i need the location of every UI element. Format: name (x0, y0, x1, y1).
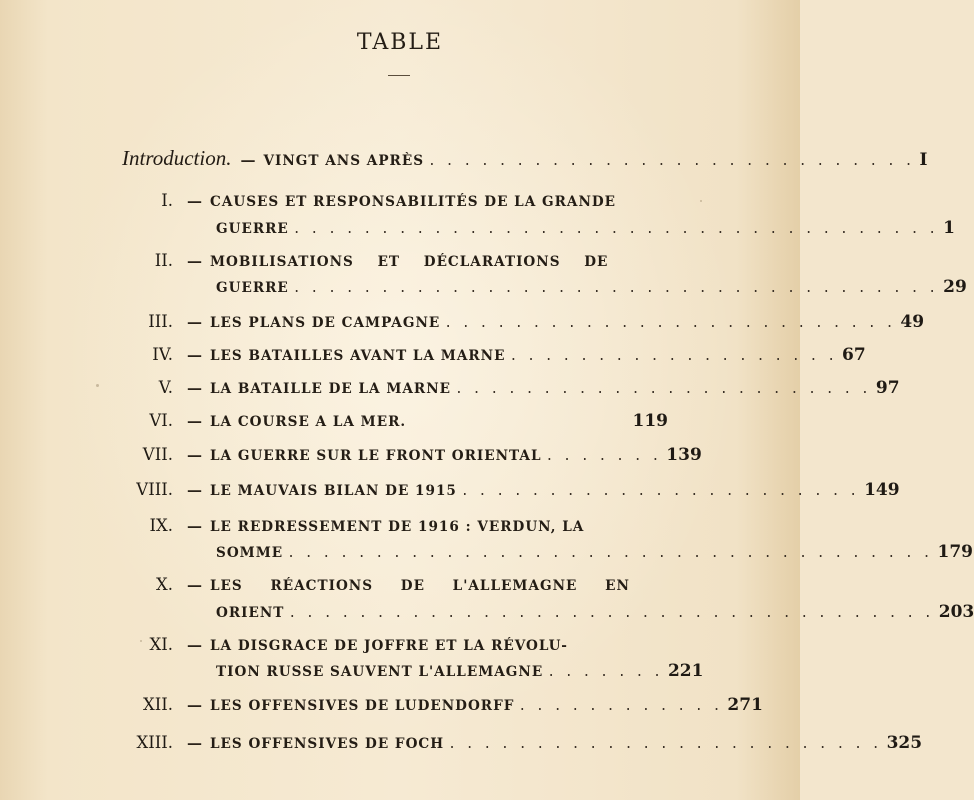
toc-entry-continuation (216, 537, 973, 567)
toc-entry-continuation (216, 272, 967, 302)
page-number: 67 (842, 345, 866, 365)
toc-entry (178, 307, 925, 337)
entry-dash: — (187, 696, 202, 714)
paper-speck (700, 200, 702, 202)
dot-leader: . . . . . . . . . . . . . . . . . . . . . . . . (455, 382, 870, 397)
dot-leader: . . . . . . . . . . . . . . . . . . . . . . . . . . (444, 316, 895, 331)
entry-dash: — (187, 346, 202, 364)
page-number: 203 (938, 602, 974, 622)
entry-dash: — (240, 151, 256, 169)
entry-title-cont: TION RUSSE SAUVENT L'ALLEMAGNE (216, 664, 544, 680)
entry-dash: — (187, 412, 202, 430)
entry-title: LE MAUVAIS BILAN DE 1915 (210, 483, 457, 499)
entry-dash: — (187, 576, 202, 594)
dot-leader: . . . . . . . . . . . . . . . . . . . (509, 349, 837, 364)
toc-entry (178, 186, 668, 216)
entry-title: LES PLANS DE CAMPAGNE (210, 315, 441, 331)
toc-entry (178, 373, 900, 403)
page-number: 97 (875, 378, 900, 398)
toc-entry (178, 690, 763, 720)
page-number: 139 (666, 445, 702, 465)
entry-dash: — (187, 379, 202, 397)
chapter-number: I. (161, 191, 173, 210)
page-title: TABLE (356, 30, 444, 55)
entry-dash: — (187, 252, 202, 270)
entry-title: LES RÉACTIONS DE L'ALLEMAGNE EN (210, 578, 630, 594)
entry-dash: — (187, 734, 202, 752)
chapter-number: XII. (142, 695, 173, 714)
entry-title: CAUSES ET RESPONSABILITÉS DE LA GRANDE (210, 194, 617, 210)
entry-dash: — (187, 446, 202, 464)
intro-label: Introduction. (122, 146, 232, 170)
chapter-number: XIII. (136, 733, 173, 752)
entry-dash: — (187, 192, 202, 210)
entry-dash: — (187, 636, 202, 654)
chapter-number: IV. (152, 345, 173, 364)
page-number: 179 (937, 542, 973, 562)
entry-title-cont: GUERRE (216, 221, 289, 237)
chapter-number: IX. (149, 516, 173, 535)
dot-leader: . . . . . . . . . . . . . . . . . . . . . . . (460, 484, 859, 499)
toc-entry (178, 728, 923, 758)
entry-title: LES OFFENSIVES DE LUDENDORFF (210, 698, 515, 714)
entry-title: LE REDRESSEMENT DE 1916 : VERDUN, LA (210, 519, 585, 535)
entry-dash: — (187, 517, 202, 535)
toc-entry (178, 440, 702, 470)
dot-leader: . . . . . . . . . . . . (518, 699, 722, 714)
chapter-number: VI. (149, 411, 173, 430)
chapter-number: XI. (149, 635, 173, 654)
page-number: 149 (864, 480, 900, 500)
page-number: 29 (943, 277, 967, 297)
entry-title: LA DISGRACE DE JOFFRE ET LA RÉVOLU- (210, 638, 568, 654)
dot-leader: . . . . . . . . . . . . . . . . . . . . . . . . . . . . . . . . . . . . . (292, 281, 938, 296)
page-number: 221 (667, 661, 704, 681)
entry-title: LA COURSE A LA MER. (210, 414, 407, 430)
paper-speck (96, 384, 99, 387)
chapter-number: III. (148, 312, 173, 331)
entry-title-cont: SOMME (216, 545, 284, 561)
toc-entry-introduction (122, 143, 928, 173)
entry-title: LA BATAILLE DE LA MARNE (210, 381, 452, 397)
dot-leader: . . . . . . . . . . . . . . . . . . . . . . . . . . . . . . . . . . . . . (292, 222, 938, 237)
entry-title-cont: GUERRE (216, 280, 289, 296)
entry-dash: — (187, 481, 202, 499)
title-rule (388, 75, 410, 76)
toc-entry (178, 406, 668, 436)
toc-entry (178, 340, 866, 370)
page-number: I (919, 150, 928, 170)
toc-entry-continuation (216, 656, 704, 686)
page-number: 119 (632, 411, 668, 431)
toc-entry-continuation (216, 213, 955, 243)
entry-title: VINGT ANS APRÈS (263, 153, 425, 169)
dot-leader: . . . . . . . . . . . . . . . . . . . . . . . . . (448, 737, 881, 752)
dot-leader: . . . . . . . (547, 665, 662, 680)
entry-title: LA GUERRE SUR LE FRONT ORIENTAL (210, 448, 542, 464)
dot-leader: . . . . . . . . . . . . . . . . . . . . . . . . . . . . . . . . . . . . . (287, 546, 932, 561)
dot-leader: . . . . . . . . . . . . . . . . . . . . . . . . . . . . (428, 154, 914, 169)
page-number: 325 (886, 733, 923, 753)
entry-title: LES BATAILLES AVANT LA MARNE (210, 348, 506, 364)
chapter-number: VII. (142, 445, 173, 464)
dot-leader: . . . . . . . . . . . . . . . . . . . . . . . . . . . . . . . . . . . . . (288, 606, 933, 621)
paper-speck (140, 640, 142, 642)
chapter-number: II. (154, 251, 173, 270)
toc-entry-continuation (216, 597, 974, 627)
toc-entry (178, 570, 668, 600)
chapter-number: VIII. (136, 480, 173, 499)
entry-title-cont: ORIENT (216, 605, 285, 621)
page-number: 49 (900, 312, 925, 332)
entry-dash: — (187, 313, 202, 331)
chapter-number: V. (158, 378, 173, 397)
entry-title: LES OFFENSIVES DE FOCH (210, 736, 445, 752)
chapter-number: X. (156, 575, 173, 594)
entry-title: MOBILISATIONS ET DÉCLARATIONS DE (210, 254, 609, 270)
page-number: 1 (943, 218, 955, 238)
page-number: 271 (727, 695, 763, 715)
dot-leader: . . . . . . . (545, 449, 661, 464)
toc-entry (178, 475, 900, 505)
